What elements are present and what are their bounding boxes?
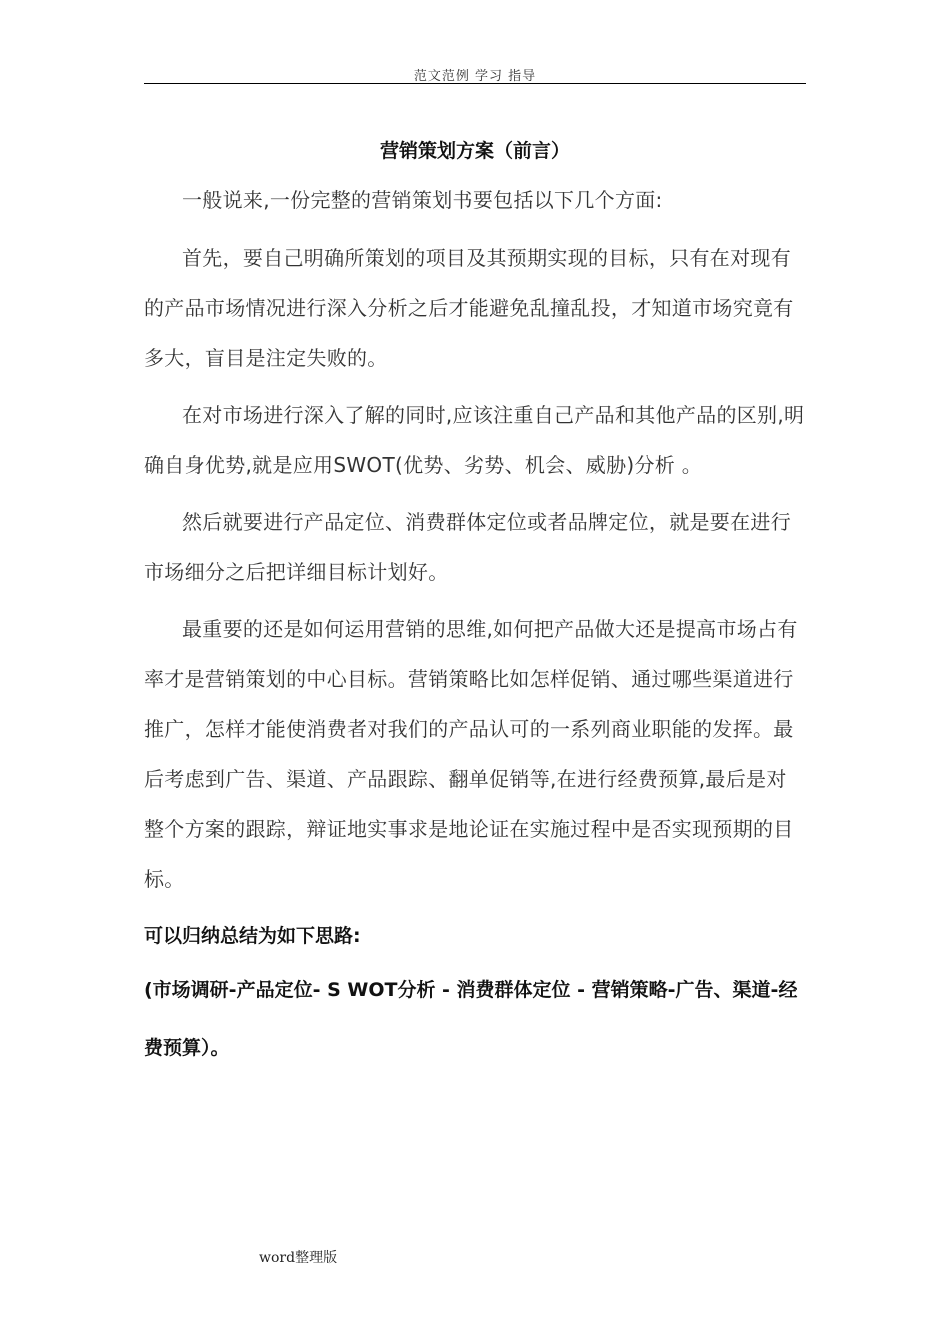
- paragraph-intro: 一般说来,一份完整的营销策划书要包括以下几个方面:: [182, 188, 663, 212]
- document-title: 营销策划方案（前言）: [379, 140, 570, 162]
- paragraph-goals: 首先，要自己明确所策划的项目及其预期实现的目标，只有在对现有的产品市场情况进行深入分析之后才能避免乱撞乱投，才知道市场究竟有多大，盲目是注定失败的。: [144, 246, 794, 370]
- summary-heading: 可以归纳总结为如下思路:: [144, 925, 361, 947]
- paragraph-swot: 在对市场进行深入了解的同时,应该注重自己产品和其他产品的区别,明确自身优势,就是应用SWOT(优势、劣势、机会、威胁)分析 。: [144, 403, 805, 477]
- header-divider: [144, 83, 806, 84]
- roadmap-text: (市场调研-产品定位- S WOT分析 - 消费群体定位 - 营销策略-广告、渠道-经费预算）。: [144, 979, 798, 1059]
- document-body: [144, 137, 806, 1077]
- page-footer: word整理版: [259, 1250, 338, 1266]
- page-header: 范文范例 学习 指导: [413, 69, 537, 84]
- paragraph-positioning: 然后就要进行产品定位、消费群体定位或者品牌定位，就是要在进行市场细分之后把详细目标计划好。: [144, 510, 791, 584]
- paragraph-strategy: 最重要的还是如何运用营销的思维,如何把产品做大还是提高市场占有率才是营销策划的中心目标。营销策略比如怎样促销、通过哪些渠道进行推广，怎样才能使消费者对我们的产品认可的一系列商业职能的发挥。最后考虑到广告、渠道、产品跟踪、翻单促销等,在进行经费预算,最后是对整个方案的跟踪，辩证地实事求是地论证在实施过程中是否实现预期的目标。: [144, 617, 798, 891]
